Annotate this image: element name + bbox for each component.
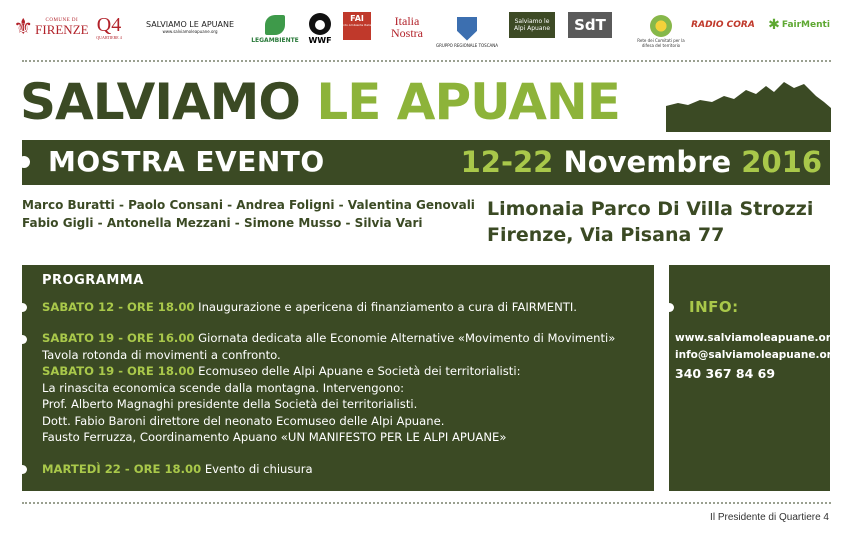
logo-text: FAI [350, 14, 364, 23]
mountain-silhouette-icon [666, 76, 831, 132]
logo-text: QUARTIERE 4 [96, 34, 122, 40]
sdt-logo [568, 12, 612, 38]
fairmenti-logo [766, 12, 832, 38]
logo-text: Salviamo le Alpi Apuane [513, 17, 551, 32]
artists-line: Marco Buratti - Paolo Consani - Andrea Foligni - Valentina Genovali [22, 198, 475, 212]
salviamo-le-apuane-logo [140, 12, 240, 42]
footer-credit: Il Presidente di Quartiere 4 [710, 512, 829, 523]
venue-address: Firenze, Via Pisana 77 [487, 224, 725, 246]
artists-line: Fabio Gigli - Antonella Mezzani - Simone Musso - Silvia Vari [22, 216, 423, 230]
event-description: La rinascita economica scende dalla montagna. Intervengono: [42, 380, 405, 395]
quartiere-4-logo [88, 12, 130, 42]
logo-text: SALVIAMO LE APUANE [145, 20, 235, 29]
programma-item [42, 330, 615, 347]
event-description: Fausto Ferruzza, Coordinamento Apuano «UN MANIFESTO PER LE ALPI APUANE» [42, 430, 507, 444]
event-banner [22, 140, 830, 185]
florentine-lily-icon: ⚜ [13, 14, 34, 39]
title-part-1: SALVIAMO [20, 73, 300, 131]
date-range: 12-22 [460, 145, 554, 179]
logo-text: LEGAMBIENTE [251, 36, 299, 44]
event-time: SABATO 19 - ORE 18.00 [42, 364, 195, 378]
logo-text: WWF [308, 36, 332, 45]
logo-text: Q4 [96, 13, 122, 36]
event-description: Prof. Alberto Magnaghi presidente della Società dei territorialisti. [42, 397, 418, 411]
bullet-dot [18, 156, 30, 168]
info-panel [669, 265, 840, 491]
sponsor-logos [0, 0, 851, 56]
event-description: Dott. Fabio Baroni direttore del neonato Ecomuseo delle Alpi Apuane. [42, 413, 445, 428]
legambiente-logo [250, 12, 300, 46]
programma-item [42, 347, 281, 364]
event-description: Giornata dedicata alle Economie Alternative «Movimento di Movimenti» [198, 331, 616, 345]
venue-name: Limonaia Parco Di Villa Strozzi [487, 198, 814, 220]
fai-logo [338, 12, 376, 40]
bullet-dot [665, 303, 674, 312]
venue [487, 196, 813, 248]
programma-item [42, 299, 577, 316]
year: 2016 [741, 145, 822, 179]
logo-text: SdT [574, 16, 606, 34]
wwf-logo [306, 12, 334, 46]
running-man-icon: ✱ [768, 17, 780, 33]
info-heading: INFO: [689, 298, 739, 316]
programma-item [42, 461, 313, 478]
divider [22, 502, 831, 504]
event-description: Evento di chiusura [204, 462, 313, 476]
panda-icon [309, 13, 331, 35]
bullet-dot [18, 335, 27, 344]
programma-item [42, 396, 417, 413]
title-part-2: LE APUANE [316, 73, 620, 131]
rete-comitati-logo [635, 12, 687, 52]
email-link[interactable]: info@salviamoleapuane.org [675, 349, 840, 361]
event-description: Tavola rotonda di movimenti a confronto. [42, 347, 281, 362]
logo-text: Italia [394, 14, 420, 28]
logo-text: Fondo Ambiente Italiano [338, 23, 376, 27]
logo-text: COMUNE DI [45, 18, 79, 23]
logo-text: Nostra [391, 26, 423, 40]
logo-text: www.salviamoleapuane.org [162, 29, 218, 34]
page-title [20, 72, 620, 132]
event-dates [461, 144, 822, 180]
bullet-dot [18, 465, 27, 474]
programma-item [42, 429, 506, 446]
bullet-dot [18, 303, 27, 312]
divider [22, 60, 831, 62]
website-link[interactable]: www.salviamoleapuane.org [675, 332, 839, 344]
event-time: MARTEDÌ 22 - ORE 18.00 [42, 462, 202, 476]
phone-number: 340 367 84 69 [675, 366, 776, 381]
logo-text: GRUPPO REGIONALE TOSCANA [436, 42, 498, 48]
programma-item [42, 413, 444, 430]
italia-nostra-logo [385, 12, 429, 42]
month: Novembre [563, 145, 732, 179]
programma-panel [22, 265, 654, 491]
salviamo-alpi-apuane-logo [509, 12, 555, 38]
leaf-icon [265, 15, 285, 35]
artists-list [22, 196, 475, 232]
logo-text: FairMenti [781, 20, 830, 30]
event-description: Inaugurazione e apericena di finanziamento a cura di FAIRMENTI. [198, 300, 577, 314]
logo-text: FIRENZE [35, 22, 89, 37]
shield-icon [457, 17, 477, 41]
comune-firenze-logo [13, 12, 89, 42]
logo-text: Rete dei Comitati per la difesa del territorio [637, 38, 685, 48]
globe-icon [650, 15, 672, 37]
programma-item [42, 363, 520, 380]
cai-gruppo-regionale-logo [436, 12, 498, 52]
event-description: Ecomuseo delle Alpi Apuane e Società dei territorialisti: [198, 364, 521, 378]
programma-item [42, 380, 404, 397]
event-type-label: MOSTRA EVENTO [48, 145, 325, 178]
radio-cora-logo [691, 12, 755, 38]
event-time: SABATO 19 - ORE 16.00 [42, 331, 195, 345]
logo-text: RADIO CORA [691, 20, 755, 30]
event-time: SABATO 12 - ORE 18.00 [42, 300, 195, 314]
programma-heading: PROGRAMMA [42, 273, 144, 288]
